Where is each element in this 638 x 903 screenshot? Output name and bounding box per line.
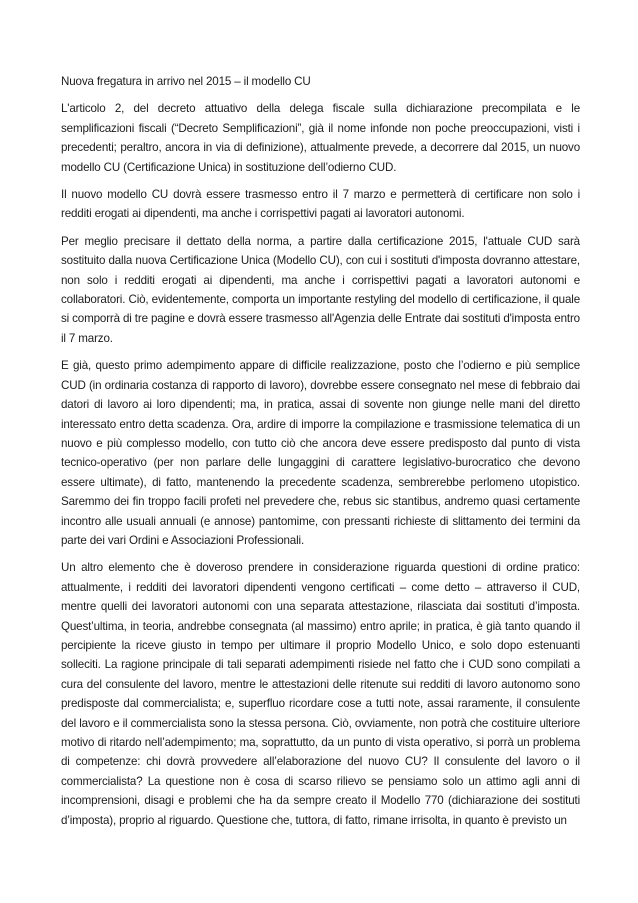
- document-title: Nuova fregatura in arrivo nel 2015 – il modello CU: [61, 75, 311, 88]
- paragraph-deadline: Il nuovo modello CU dovrà essere trasmesso entro il 7 marzo e permetterà di certificare non solo i redditi erogati ai dipendenti, ma anche i corrispettivi pagati ai lavoratori autonomi.: [61, 188, 580, 221]
- paragraph-difficulty: E già, questo primo adempimento appare di difficile realizzazione, posto che l’odierno e più semplice CUD (in ordinaria costanza di rapporto di lavoro), dovrebbe essere consegnato nel mese di febbraio dai datori di lavoro ai loro dipendenti; ma, in pratica, assai di sovente non giunge nelle mani del diretto interessato entro detta scadenza. Ora, ardire di imporre la compilazione e trasmissione telematica di un nuovo e più complesso modello, con tutto ciò che ancora deve essere predisposto dal punto di vista tecnico-operativo (per non parlare delle lungaggini di carattere legislativo-burocratico che devono essere ultimate), di fatto, mantenendo la precedente scadenza, sembrerebbe perlomeno utopistico. Saremmo dei fin troppo facili profeti nel prevedere che, rebus sic stantibus, andremo quasi certamente incontro alle usuali annuali (e annose) pantomime, con pressanti richieste di slittamento dei termini da parte dei vari Ordini e Associazioni Professionali.: [61, 359, 580, 547]
- paragraph-certification: Per meglio precisare il dettato della norma, a partire dalla certificazione 2015, l'attuale CUD sarà sostituito dalla nuova Certificazione Unica (Modello CU), con cui i sostituti d'imposta dovranno attestare, non solo i redditi erogati ai dipendenti, ma anche i corrispettivi pagati a lavoratori autonomi e collaboratori. Ciò, evidentemente, comporta un importante restyling del modello di certificazione, il quale si comporrà di tre pagine e dovrà essere trasmesso all'Agenzia delle Entrate dai sostituti d'imposta entro il 7 marzo.: [61, 234, 580, 345]
- paragraph-intro: L'articolo 2, del decreto attuativo della delega fiscale sulla dichiarazione precompilata e le semplificazioni fiscali (“Decreto Semplificazioni”, già il nome infonde non poche preoccupazioni, visti i precedenti; peraltro, ancora in via di definizione), attualmente prevede, a decorrere dal 2015, un nuovo modello CU (Certificazione Unica) in sostituzione dell’odierno CUD.: [61, 102, 580, 174]
- document-body: [61, 72, 580, 838]
- paragraph-practical-issues: Un altro elemento che è doveroso prendere in considerazione riguarda questioni di ordine pratico: attualmente, i redditi dei lavoratori dipendenti vengono certificati – come detto – attraverso il CUD, mentre quelli dei lavoratori autonomi con una separata attestazione, rilasciata dai sostituti d’imposta. Quest’ultima, in teoria, andrebbe consegnata (al massimo) entro aprile; in pratica, è già tanto quando il percipiente la riceve giusto in tempo per ultimare il proprio Modello Unico, e solo dopo estenuanti solleciti. La ragione principale di tali separati adempimenti risiede nel fatto che i CUD sono compilati a cura del consulente del lavoro, mentre le attestazioni delle ritenute sui redditi di lavoro autonomo sono predisposte dal commercialista; e, superfluo ricordare cose a tutti note, assai raramente, il consulente del lavoro e il commercialista sono la stessa persona. Ciò, ovviamente, non potrà che costituire ulteriore motivo di ritardo nell’adempimento; ma, soprattutto, da un punto di vista operativo, si porrà un problema di competenze: chi dovrà provvedere all’elaborazione del nuovo CU? Il consulente del lavoro o il commercialista? La questione non è cosa di scarso rilievo se pensiamo solo un attimo agli anni di incomprensioni, disagi e problemi che ha da sempre creato il Modello 770 (dichiarazione dei sostituti d’imposta), proprio al riguardo. Questione che, tuttora, di fatto, rimane irrisolta, in quanto è previsto un: [61, 561, 580, 827]
